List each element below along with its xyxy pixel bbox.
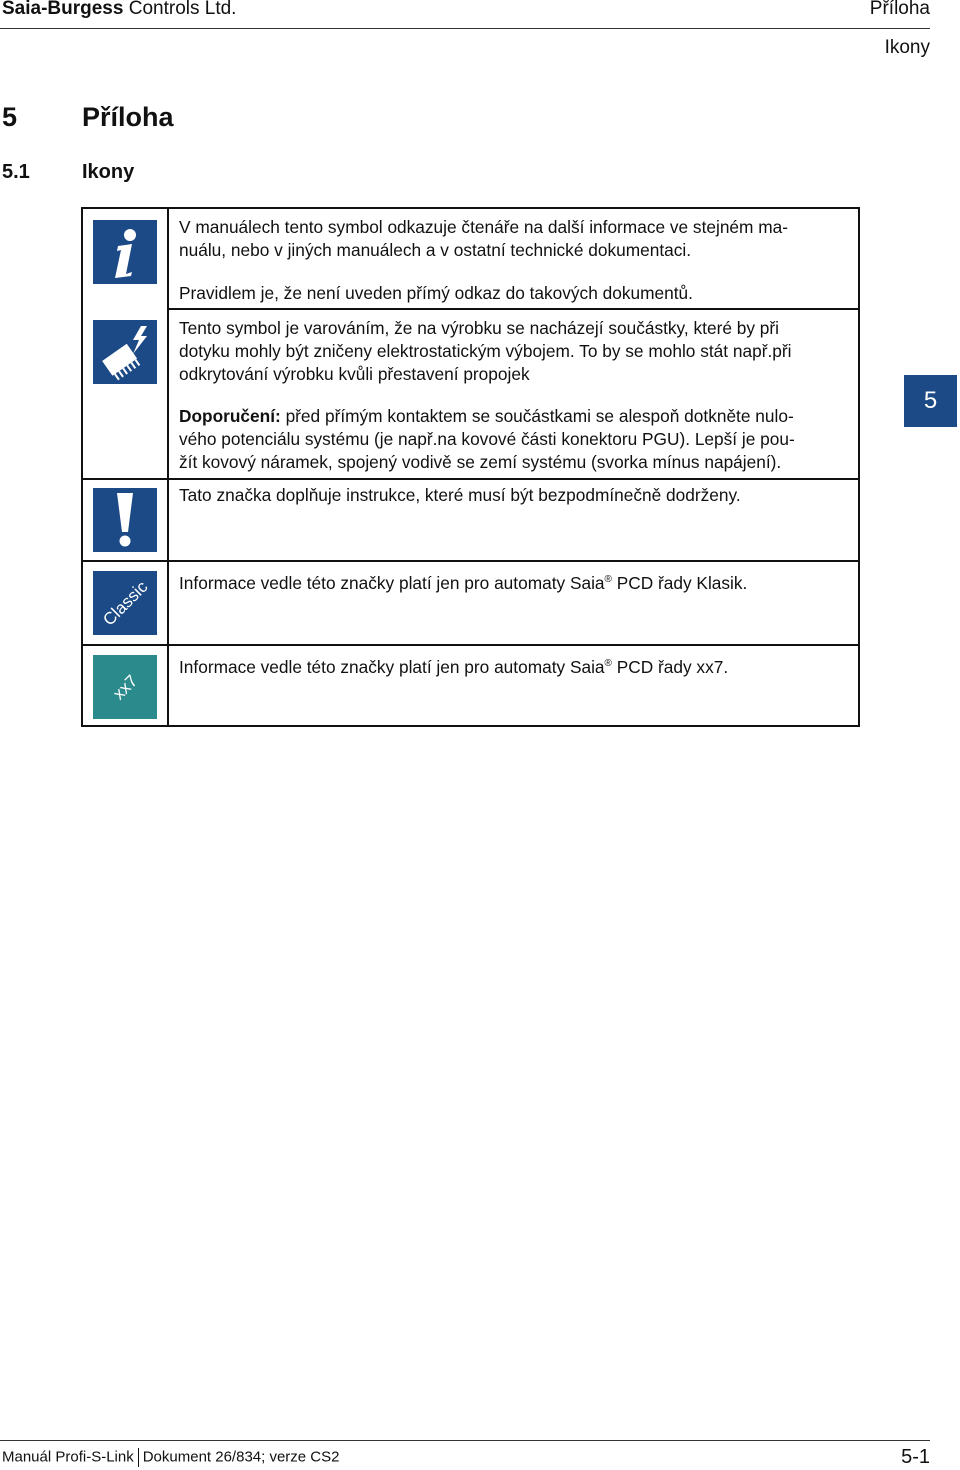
- text-line: žít kovový náramek, spojený vodivě se zemí systému (svorka mínus napájení).: [179, 452, 782, 472]
- esd-text: [179, 317, 849, 386]
- xx7-icon-label: xx7: [109, 671, 142, 704]
- chapter-tab: 5: [904, 375, 957, 427]
- footer-document: Dokument 26/834; verze CS2: [142, 1448, 340, 1466]
- classic-icon: [93, 571, 157, 635]
- row-divider: [83, 644, 860, 646]
- row-divider: [169, 308, 860, 310]
- text-line: Tento symbol je varováním, že na výrobku se nacházejí součástky, které by při: [179, 318, 779, 338]
- registered-mark: ®: [604, 658, 612, 669]
- info-text: [179, 216, 849, 262]
- esd-warning-icon: [93, 320, 157, 384]
- text-line: vého potenciálu systému (je např.na kovové části konektoru PGU). Lepší je pou-: [179, 429, 795, 449]
- row-divider: [83, 478, 860, 480]
- exclamation-text: Tato značka doplňuje instrukce, které musí být bezpodmínečně dodrženy.: [179, 485, 741, 505]
- classic-text-end: PCD řady Klasik.: [611, 572, 748, 593]
- classic-text: [179, 568, 849, 595]
- header-rule: [0, 28, 930, 29]
- text-line: [179, 405, 849, 428]
- footer-separator: [138, 1448, 139, 1467]
- text-line: nuálu, nebo v jiných manuálech a v ostatní technické dokumentaci.: [179, 240, 692, 260]
- recommendation-part: před přímým kontaktem se součástkami se alespoň dotkněte nulo-: [280, 406, 794, 426]
- xx7-text-end: PCD řady xx7.: [611, 656, 729, 677]
- company-name-bold: Saia-Burgess: [2, 0, 124, 19]
- page-number: 5-1: [901, 1446, 930, 1468]
- footer-manual: Manuál Profi-S-Link: [2, 1448, 134, 1466]
- section-number: 5.1: [2, 161, 30, 183]
- row-divider: [83, 560, 860, 562]
- classic-text-main: Informace vedle této značky platí jen pro automaty Saia: [179, 572, 605, 593]
- classic-icon-label: Classic: [99, 577, 152, 630]
- text-line: dotyku mohly být zničeny elektrostatickým výbojem. To by se mohlo stát např.při: [179, 341, 792, 361]
- info-text-2: Pravidlem je, že není uveden přímý odkaz do takových dokumentů.: [179, 283, 693, 303]
- chapter-heading: [2, 102, 174, 133]
- icon-table: [81, 207, 860, 727]
- chapter-title: Příloha: [82, 102, 174, 132]
- section-title: Ikony: [82, 161, 135, 183]
- recommendation-label: Doporučení:: [179, 406, 281, 426]
- xx7-icon: [93, 655, 157, 719]
- text-line: odkrytování výrobku kvůli přestavení propojek: [179, 364, 530, 384]
- footer-rule: [0, 1440, 930, 1441]
- info-icon: [93, 220, 157, 284]
- table-column-divider: [167, 209, 169, 725]
- recommendation-text: [179, 405, 849, 474]
- company-name-rest: Controls Ltd.: [123, 0, 237, 19]
- header-section: Příloha: [869, 0, 930, 19]
- header-subsection: Ikony: [884, 37, 930, 58]
- footer-info: [2, 1448, 340, 1467]
- registered-mark: ®: [604, 574, 612, 585]
- chapter-number: 5: [2, 102, 18, 132]
- exclamation-icon: [93, 488, 157, 552]
- header-company: [2, 0, 236, 20]
- xx7-text-main: Informace vedle této značky platí jen pro automaty Saia: [179, 656, 605, 677]
- text-line: V manuálech tento symbol odkazuje čtenáře na další informace ve stejném ma-: [179, 217, 788, 237]
- xx7-text: [179, 652, 849, 679]
- section-heading: [2, 161, 134, 184]
